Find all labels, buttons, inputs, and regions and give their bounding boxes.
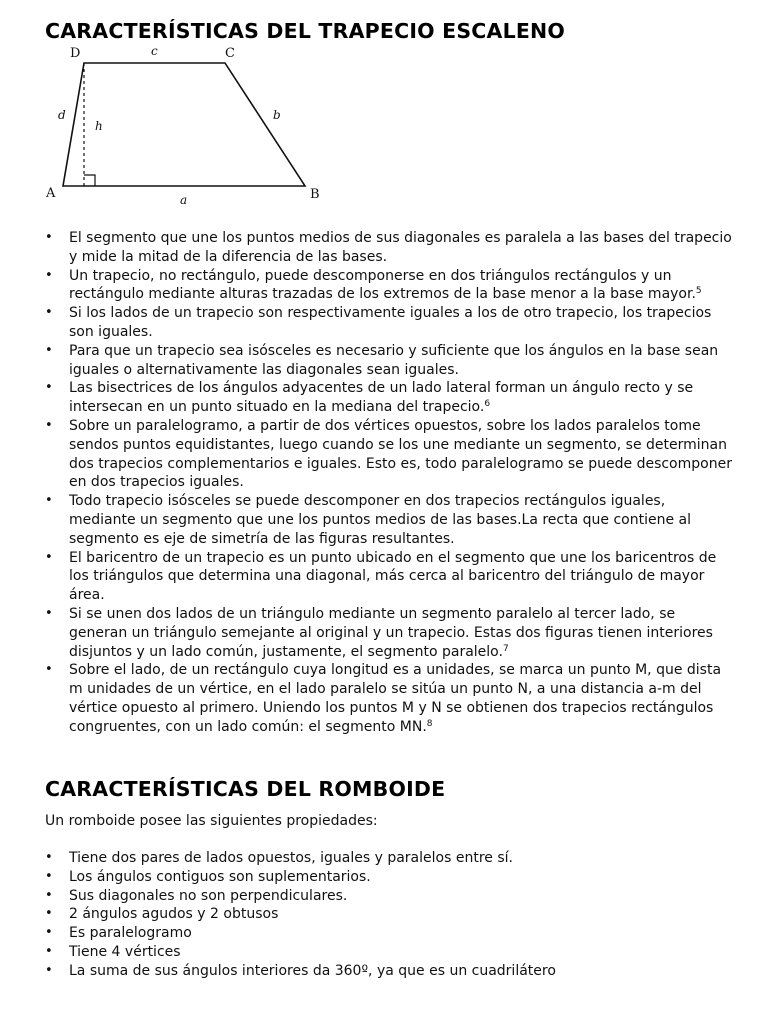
romboide-properties-list (45, 849, 735, 981)
right-angle-mark (84, 175, 95, 186)
list-item (45, 229, 735, 267)
list-item (45, 887, 735, 906)
vertex-label-a: A (46, 186, 56, 201)
trapecio-properties-list (45, 229, 735, 737)
trapezoid-diagram (40, 42, 340, 212)
list-item-text: Sus diagonales no son perpendiculares. (69, 887, 348, 904)
list-item (45, 943, 735, 962)
list-item-text: Es paralelogramo (69, 925, 192, 942)
list-item (45, 549, 735, 605)
side-label-c: c (151, 44, 158, 58)
list-item-text: Un trapecio, no rectángulo, puede descomponerse en dos triángulos rectángulos y un rectángulo mediante alturas trazadas de los extremos de la base menor a la base mayor. (69, 267, 696, 303)
footnote-ref[interactable]: 5 (695, 286, 702, 297)
side-label-b: b (273, 108, 281, 122)
footnote-ref[interactable]: 8 (426, 718, 433, 729)
list-item-text: Para que un trapecio sea isósceles es necesario y suficiente que los ángulos en la base sean iguales o alternativamente las diagonales sean iguales. (69, 342, 719, 378)
list-item-text: El segmento que une los puntos medios de sus diagonales es paralela a las bases del trapecio y mide la mitad de la diferencia de las bases. (69, 230, 732, 265)
list-item (45, 304, 735, 342)
list-item (45, 924, 735, 943)
list-item-text: Los ángulos contiguos son suplementarios. (69, 868, 371, 885)
list-item-text: Tiene 4 vértices (69, 943, 181, 960)
list-item-text: Todo trapecio isósceles se puede descomponer en dos trapecios rectángulos iguales, mediante un segmento que une los puntos medios de las bases.La recta que contiene al segmento es eje de simetría de las figuras resultantes. (69, 493, 691, 547)
section-title-romboide: CARACTERÍSTICAS DEL ROMBOIDE (45, 777, 446, 801)
section-title-trapecio: CARACTERÍSTICAS DEL TRAPECIO ESCALENO (45, 19, 566, 43)
list-item (45, 905, 735, 924)
footnote-ref[interactable]: 7 (502, 643, 509, 654)
vertex-label-b: B (310, 187, 320, 202)
list-item-text: 2 ángulos agudos y 2 obtusos (69, 906, 279, 923)
list-item (45, 342, 735, 380)
list-item (45, 868, 735, 887)
list-item-text: Sobre un paralelogramo, a partir de dos vértices opuestos, sobre los lados paralelos tome sendos puntos equidistantes, luego cuando se los une mediante un segmento, se determinan dos trapecios complementarios e iguales. Esto es, todo paralelogramo se puede descomponer en dos trapecios iguales. (69, 417, 732, 491)
list-item-text: Sobre el lado, de un rectángulo cuya longitud es a unidades, se marca un punto M, que dista m unidades de un vértice, en el lado paralelo se sitúa un punto N, a una distancia a-m del vértice opuesto al primero. Uniendo los puntos M y N se obtienen dos trapecios rectángulos congruentes, con un lado común: el segmento MN. (69, 662, 722, 735)
list-item (45, 849, 735, 868)
list-item (45, 661, 735, 736)
vertex-label-d: D (70, 46, 81, 61)
height-label-h: h (95, 119, 103, 133)
list-item (45, 962, 735, 981)
list-item-text: Si los lados de un trapecio son respectivamente iguales a los de otro trapecio, los trapecios son iguales. (69, 305, 712, 340)
list-item-text: La suma de sus ángulos interiores da 360º, ya que es un cuadrilátero (69, 962, 556, 979)
list-item-text: Si se unen dos lados de un triángulo mediante un segmento paralelo al tercer lado, se generan un triángulo semejante al original y un trapecio. Estas dos figuras tienen interiores disjuntos y un lado común, justamente, el segmento paralelo. (69, 605, 713, 660)
list-item-text: Las bisectrices de los ángulos adyacentes de un lado lateral forman un ángulo recto y se intersecan en un punto situado en la mediana del trapecio. (69, 380, 694, 416)
vertex-label-c: C (225, 46, 235, 61)
list-item (45, 267, 735, 305)
side-label-a: a (180, 193, 188, 207)
list-item (45, 417, 735, 492)
list-item (45, 605, 735, 661)
list-item-text: Tiene dos pares de lados opuestos, iguales y paralelos entre sí. (69, 850, 513, 866)
romboide-intro: Un romboide posee las siguientes propiedades: (45, 813, 378, 829)
list-item (45, 379, 735, 417)
side-label-d: d (58, 108, 66, 122)
footnote-ref[interactable]: 6 (484, 399, 491, 410)
list-item (45, 492, 735, 548)
list-item-text: El baricentro de un trapecio es un punto ubicado en el segmento que une los baricentros de los triángulos que determina una diagonal, más cerca al baricentro del triángulo de mayor área. (69, 549, 717, 604)
